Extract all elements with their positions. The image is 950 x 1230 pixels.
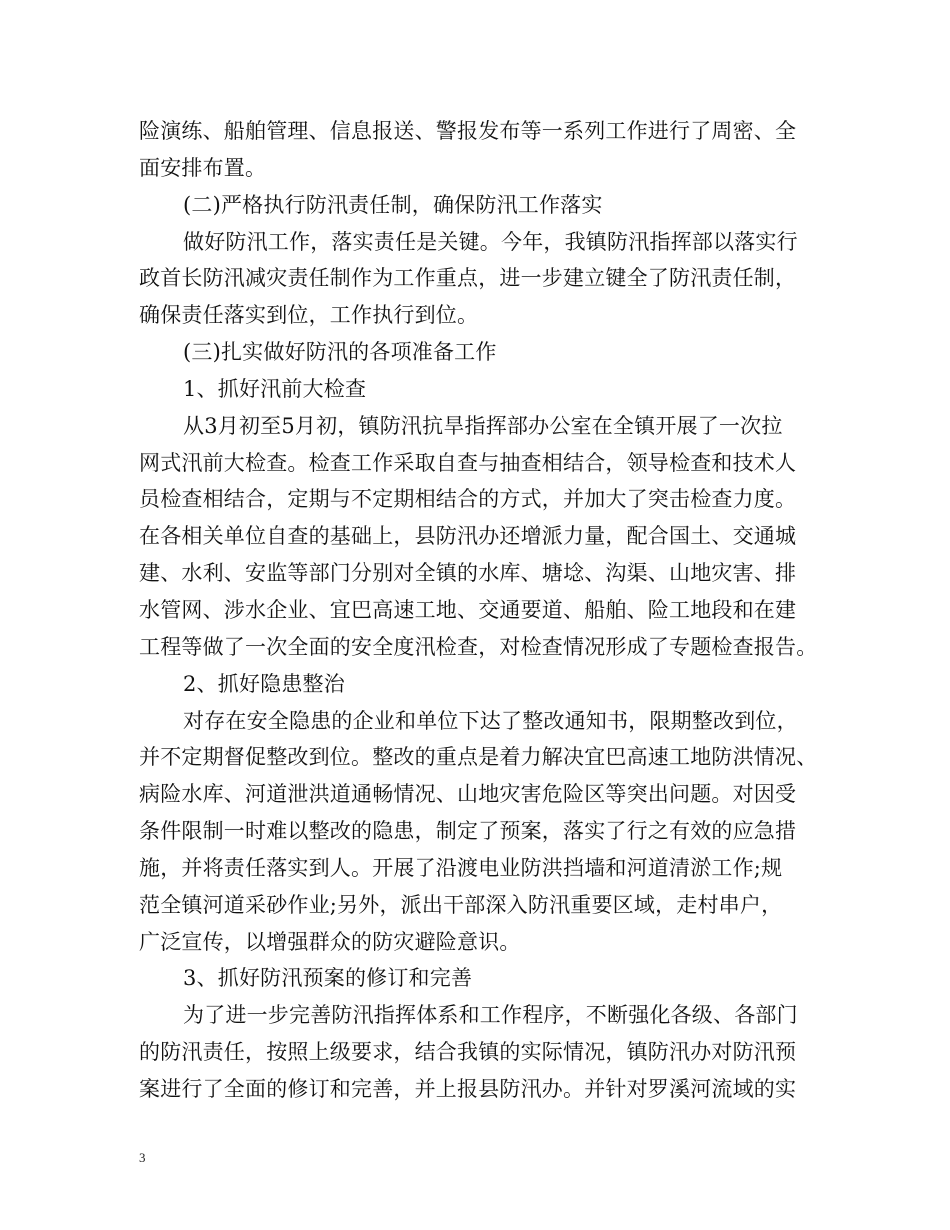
text-line: 范全镇河道采砂作业;另外，派出干部深入防汛重要区域，走村串户， (139, 892, 783, 917)
subsection-heading: 1、抓好汛前大检查 (183, 376, 367, 401)
text-line: 员检查相结合，定期与不定期相结合的方式，并加大了突击检查力度。 (139, 487, 797, 512)
section-heading: (三)扎实做好防汛的各项准备工作 (183, 340, 497, 365)
text-line: 确保责任落实到位，工作执行到位。 (139, 303, 479, 328)
text-line: 政首长防汛减灾责任制作为工作重点，进一步建立键全了防汛责任制， (139, 266, 797, 291)
subsection-heading: 3、抓好防汛预案的修订和完善 (183, 966, 473, 991)
text-line: 面安排布置。 (139, 155, 267, 180)
text-line: 病险水库、河道泄洪道通畅情况、山地灾害危险区等突出问题。对因受 (139, 782, 797, 807)
text-line: 工程等做了一次全面的安全度汛检查，对检查情况形成了专题检查报告。 (139, 634, 818, 659)
paragraph-start: 做好防汛工作，落实责任是关键。今年，我镇防汛指挥部以落实行 (183, 229, 798, 254)
page-number: 3 (139, 1150, 146, 1165)
text-line: 险演练、船舶管理、信息报送、警报发布等一系列工作进行了周密、全 (139, 119, 797, 143)
paragraph-start: 对存在安全隐患的企业和单位下达了整改通知书，限期整改到位， (183, 708, 798, 733)
text-line: 网式汛前大检查。检查工作采取自查与抽查相结合，领导检查和技术人 (139, 450, 797, 475)
document-body (139, 113, 829, 1108)
paragraph-start: 为了进一步完善防汛指挥体系和工作程序，不断强化各级、各部门 (183, 1003, 798, 1028)
text-line: 案进行了全面的修订和完善，并上报县防汛办。并针对罗溪河流域的实 (139, 1076, 797, 1101)
text-line: 建、水利、安监等部门分别对全镇的水库、塘埝、沟渠、山地灾害、排 (139, 561, 797, 586)
text-line: 广泛宣传，以增强群众的防灾避险意识。 (139, 929, 521, 954)
subsection-heading: 2、抓好隐患整治 (183, 671, 345, 696)
text-line: 施，并将责任落实到人。开展了沿渡电业防洪挡墙和河道清淤工作;规 (139, 855, 783, 880)
text-line: 在各相关单位自查的基础上，县防汛办还增派力量，配合国土、交通城 (139, 524, 797, 549)
text-line: 条件限制一时难以整改的隐患，制定了预案，落实了行之有效的应急措 (139, 819, 797, 844)
text-line: 并不定期督促整改到位。整改的重点是着力解决宜巴高速工地防洪情况、 (139, 745, 818, 770)
section-heading: (二)严格执行防汛责任制，确保防汛工作落实 (183, 192, 603, 217)
text-line: 水管网、涉水企业、宜巴高速工地、交通要道、船舶、险工地段和在建 (139, 597, 797, 622)
paragraph-start: 从3月初至5月初，镇防汛抗旱指挥部办公室在全镇开展了一次拉 (183, 413, 783, 438)
text-line: 的防汛责任，按照上级要求，结合我镇的实际情况，镇防汛办对防汛预 (139, 1040, 797, 1065)
